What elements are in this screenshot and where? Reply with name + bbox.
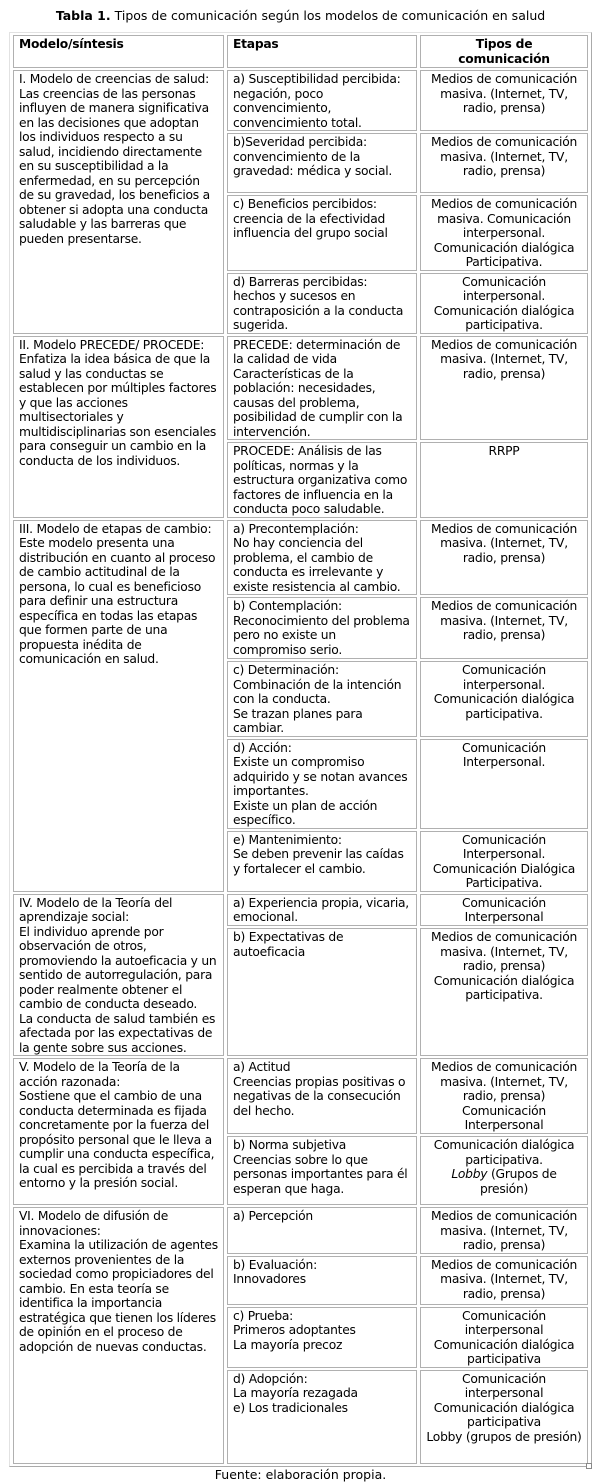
types-cell: Comunicación interpersonal. Comunicación dialógica participativa. [420,661,588,737]
model-description: II. Modelo PRECEDE/ PROCEDE: Enfatiza la idea básica de que la salud y las conductas se establecen por múltiples factores y que las acciones multisectoriales y multidisciplinarias son esenciales para conseguir un cambio en la conducta de los individuos. [13,336,224,518]
types-cell: RRPP [420,442,588,518]
model-description: III. Modelo de etapas de cambio: Este modelo presenta una distribución en cuanto al proceso de cambio actitudinal de la persona, lo cual es beneficioso para definir una estructura específica en todas las etapas que formen parte de una propuesta inédita de comunicación en salud. [13,520,224,892]
types-text: Comunicación dialógica participativa. [433,1138,575,1167]
source-footnote: Fuente: elaboración propia. [214,1466,387,1482]
header-stages: Etapas [227,35,417,68]
types-cell: Comunicación interpersonal. Comunicación dialógica participativa. [420,273,588,334]
stage-cell: c) Prueba: Primeros adoptantes La mayoría precoz [227,1307,417,1368]
types-cell: Medios de comunicación masiva. (Internet, TV, radio, prensa) Comunicación Interpersonal [420,1058,588,1134]
types-cell: Comunicación interpersonal Comunicación dialógica participativa Lobby (grupos de presión) [420,1370,588,1464]
types-cell: Medios de comunicación masiva. (Internet, TV, radio, prensa) [420,1207,588,1254]
types-cell: Comunicación Interpersonal [420,894,588,927]
stage-cell: PROCEDE: Análisis de las políticas, normas y la estructura organizativa como factores de influencia en la conducta poco saludable. [227,442,417,518]
types-cell: Comunicación interpersonal Comunicación dialógica participativa [420,1307,588,1368]
types-cell: Medios de comunicación masiva. (Internet, TV, radio, prensa) [420,520,588,596]
header-types: Tipos de comunicación [420,35,588,68]
stage-cell: b) Norma subjetiva Creencias sobre lo que personas importantes para él esperan que haga. [227,1136,417,1205]
types-cell: Medios de comunicación masiva. (Internet, TV, radio, prensa) Comunicación dialógica participativa. [420,928,588,1056]
communication-models-table [9,32,592,1467]
model-description: IV. Modelo de la Teoría del aprendizaje social: El individuo aprende por observación de otros, promoviendo la autoeficacia y un sentido de autorregulación, para poder realmente obtener el cambio de conducta deseado. La conducta de salud también es afectada por las expectativas de la gente sobre sus acciones. [13,894,224,1057]
header-model: Modelo/síntesis [13,35,224,68]
stage-cell: b) Contemplación: Reconocimiento del problema pero no existe un compromiso serio. [227,597,417,659]
stage-cell: d) Acción: Existe un compromiso adquirido y se notan avances importantes. Existe un plan de acción específico. [227,739,417,829]
stage-cell: a) Susceptibilidad percibida: negación, poco convencimiento, convencimiento total. [227,70,417,131]
table-row [13,336,588,441]
stage-cell: a) Actitud Creencias propias positivas o negativas de la consecución del hecho. [227,1058,417,1134]
types-cell: Medios de comunicación masiva. (Internet, TV, radio, prensa) [420,597,588,659]
model-description: V. Modelo de la Teoría de la acción razonada: Sostiene que el cambio de una conducta determinada es fijada concretamente por la fuerza del propósito personal que le lleva a cumplir una conducta específica, la cual es percibida a través del entorno y la presión social. [13,1058,224,1205]
types-cell: Medios de comunicación masiva. (Internet, TV, radio, prensa) [420,133,588,193]
table-row [13,70,588,131]
types-cell: Comunicación Interpersonal. [420,739,588,829]
header-row [13,35,588,68]
stage-cell: b)Severidad percibida: convencimiento de la gravedad: médica y social. [227,133,417,193]
types-text: (Grupos de presión) [479,1167,557,1196]
table-caption [0,0,601,32]
stage-cell: c) Beneficios percibidos: creencia de la efectividad influencia del grupo social [227,195,417,271]
table-row [13,1058,588,1134]
stage-cell: d) Adopción: La mayoría rezagada e) Los tradicionales [227,1370,417,1464]
stage-cell: e) Mantenimiento: Se deben prevenir las caídas y fortalecer el cambio. [227,831,417,892]
stage-cell: d) Barreras percibidas: hechos y sucesos en contraposición a la conducta sugerida. [227,273,417,334]
table-row [13,1207,588,1254]
stage-cell: a) Precontemplación: No hay conciencia del problema, el cambio de conducta es irrelevante y existe resistencia al cambio. [227,520,417,596]
model-description: I. Modelo de creencias de salud: Las creencias de las personas influyen de manera significativa en las decisiones que adoptan los individuos respecto a su salud, incidiendo directamente en su susceptibilidad a la enfermedad, en su percepción de su gravedad, los beneficios a obtener si adopta una conducta saludable y las barreras que pueden presentarse. [13,70,224,334]
types-cell: Medios de comunicación masiva. Comunicación interpersonal. Comunicación dialógica Participativa. [420,195,588,271]
types-cell [420,1136,588,1205]
stage-cell: a) Experiencia propia, vicaria, emocional. [227,894,417,927]
stage-cell: a) Percepción [227,1207,417,1254]
types-cell: Comunicación Interpersonal. Comunicación Dialógica Participativa. [420,831,588,892]
stage-cell: b) Evaluación: Innovadores [227,1256,417,1305]
types-cell: Medios de comunicación masiva. (Internet, TV, radio, prensa) [420,336,588,441]
caption-text: Tipos de comunicación según los modelos de comunicación en salud [110,8,546,23]
stage-cell: b) Expectativas de autoeficacia [227,928,417,1056]
caption-label: Tabla 1. [55,8,111,23]
table-row [13,894,588,927]
stage-cell: c) Determinación: Combinación de la intención con la conducta. Se trazan planes para cambiar. [227,661,417,737]
types-cell: Medios de comunicación masiva. (Internet, TV, radio, prensa) [420,1256,588,1305]
table-row [13,520,588,596]
model-description: VI. Modelo de difusión de innovaciones: Examina la utilización de agentes externos provenientes de la sociedad como propiciadores del cambio. En esta teoría se identifica la importancia estratégica que tienen los líderes de opinión en el proceso de adopción de nuevas conductas. [13,1207,224,1464]
types-cell: Medios de comunicación masiva. (Internet, TV, radio, prensa) [420,70,588,131]
resize-handle-icon[interactable] [586,1463,592,1469]
lobby-italic: Lobby [451,1167,488,1181]
stage-cell: PRECEDE: determinación de la calidad de vida Características de la población: necesidades, causas del problema, posibilidad de cumplir con la intervención. [227,336,417,441]
